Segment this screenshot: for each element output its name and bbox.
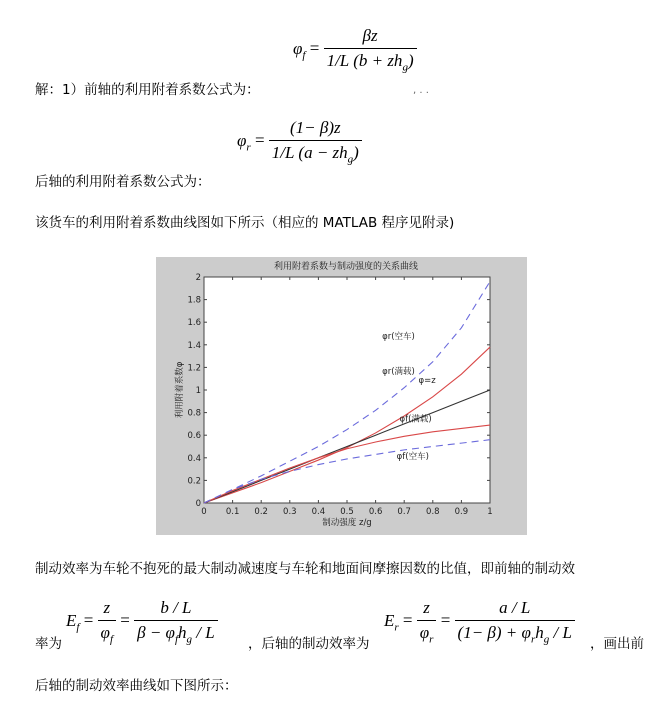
y-tick-label: 0.6 [187,431,201,442]
front-efficiency-formula: $E_f$ = $\frac{z}{\varphi_f}$ = $\frac{b / L}{\beta - \varphi_fh_g / L}$ [66,598,218,645]
efficiency-chart-intro: 后轴的制动效率曲线如下图所示： [35,678,238,694]
efficiency-middle: ，后轴的制动效率为 [248,636,370,652]
y-tick-label: 1 [195,386,201,396]
y-tick-label: 1.2 [187,363,201,374]
formula-fraction: $\frac{\beta z}{1/L (b + zh_g)}$ [324,26,417,73]
y-tick-label: 2 [195,273,201,283]
chart-title: 利用附着系数与制动强度的关系曲线 [273,262,419,272]
series-annotation-3: φf(满载) [399,414,432,425]
x-tick-label: 0.5 [340,507,354,517]
x-tick-label: 0.4 [311,507,326,517]
x-tick-label: 0.1 [225,507,240,517]
y-tick-label: 0.2 [187,476,201,487]
formula-lhs: $\varphi_f$ [293,38,306,61]
rear-axle-label: 后轴的利用附着系数公式为： [35,174,211,190]
rear-axle-formula: $\varphi_r$ = $\frac{(1- \beta)z}{1/L (a - zh_g)}$ [237,118,362,165]
x-tick-label: 0.2 [254,507,268,517]
front-axle-formula: $\varphi_f$ = $\frac{\beta z}{1/L (b + zh_g)}$ [293,26,417,73]
x-tick-label: 0 [201,507,207,517]
x-axis-label: 制动强度 z/g [322,518,372,528]
y-tick-label: 0.8 [187,408,201,419]
matlab-figure [156,257,527,535]
y-tick-label: 0 [195,499,201,509]
efficiency-suffix: ，画出前 [590,636,644,652]
efficiency-prefix: 率为 [35,636,62,652]
formula-fraction: $\frac{(1- \beta)z}{1/L (a - zh_g)}$ [269,118,362,165]
rear-efficiency-formula: $E_r$ = $\frac{z}{\varphi_r}$ = $\frac{a / L}{(1- \beta) + \varphi_rh_g / L}$ [384,598,575,645]
series-annotation-4: φf(空车) [396,451,429,462]
formula-lhs: $\varphi_r$ [237,130,251,153]
x-tick-label: 0.6 [368,507,383,517]
x-tick-label: 0.3 [283,507,297,517]
front-axle-trail: , . . [413,85,429,96]
x-tick-label: 1 [487,507,493,517]
efficiency-definition: 制动效率为车轮不抱死的最大制动减速度与车轮和地面间摩擦因数的比值，即前轴的制动效 [35,561,575,577]
front-axle-label: 解：1）前轴的利用附着系数公式为： [35,82,260,98]
adhesion-coefficient-chart [156,257,527,535]
series-annotation-2: φ=z [418,376,436,387]
x-tick-label: 0.9 [454,507,469,517]
x-tick-label: 0.8 [426,507,440,517]
y-tick-label: 1.8 [187,295,201,306]
x-tick-label: 0.7 [397,507,411,517]
y-tick-label: 1.4 [187,340,201,351]
series-annotation-1: φr(满载) [382,367,415,378]
y-tick-label: 1.6 [187,318,201,329]
y-axis-label: 利用附着系数φ [175,361,185,419]
chart-intro-text: 该货车的利用附着系数曲线图如下所示（相应的 MATLAB 程序见附录) [35,215,455,231]
y-tick-label: 0.4 [187,453,201,464]
series-annotation-0: φr(空车) [382,332,415,343]
plot-area [204,277,490,503]
